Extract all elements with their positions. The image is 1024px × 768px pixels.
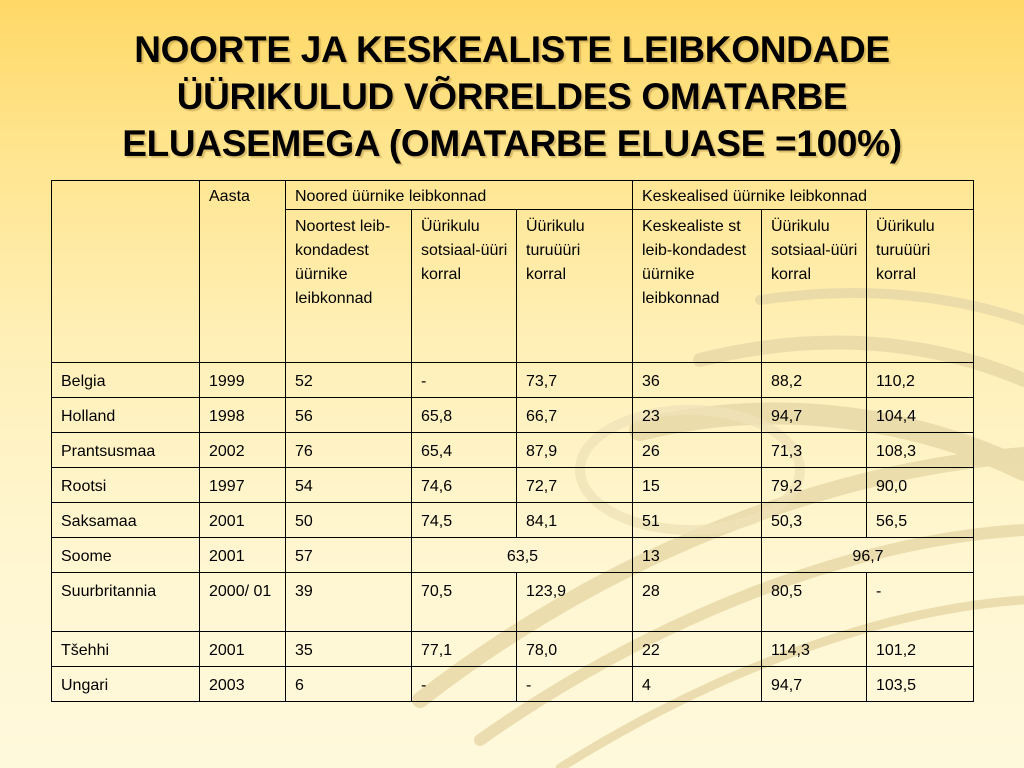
cell-young-social: 74,6 <box>412 468 517 503</box>
header-young-share: Noortest leib-kondadest üürnike leibkonnad <box>286 210 412 363</box>
cell-year: 2001 <box>200 538 286 573</box>
cell-year: 1999 <box>200 363 286 398</box>
cell-middle-share: 28 <box>633 573 762 632</box>
header-group-young: Noored üürnike leibkonnad <box>286 181 633 210</box>
cell-young-share: 50 <box>286 503 412 538</box>
cell-middle-share: 51 <box>633 503 762 538</box>
cell-year: 2002 <box>200 433 286 468</box>
cell-young-social: - <box>412 667 517 702</box>
cell-middle-market: - <box>867 573 974 632</box>
cell-young-share: 52 <box>286 363 412 398</box>
cell-middle-share: 4 <box>633 667 762 702</box>
cell-country: Rootsi <box>52 468 200 503</box>
table-row <box>52 433 974 468</box>
cell-young-market: 73,7 <box>517 363 633 398</box>
cell-year: 2001 <box>200 632 286 667</box>
cell-middle-market: 103,5 <box>867 667 974 702</box>
table-row <box>52 632 974 667</box>
cell-young-share: 39 <box>286 573 412 632</box>
cell-country: Prantsusmaa <box>52 433 200 468</box>
cell-young-market: 78,0 <box>517 632 633 667</box>
cell-middle-share: 22 <box>633 632 762 667</box>
title-line: NOORTE JA KESKEALISTE LEIBKONDADE <box>134 29 890 70</box>
header-group-middle: Keskealised üürnike leibkonnad <box>633 181 974 210</box>
cell-middle-social: 94,7 <box>762 667 867 702</box>
header-year: Aasta <box>200 181 286 363</box>
cell-middle-market: 56,5 <box>867 503 974 538</box>
header-middle-share: Keskealiste st leib-kondadest üürnike leibkonnad <box>633 210 762 363</box>
cell-year: 2001 <box>200 503 286 538</box>
table-row <box>52 468 974 503</box>
cell-young-share: 57 <box>286 538 412 573</box>
cell-year: 1997 <box>200 468 286 503</box>
cell-middle-social: 88,2 <box>762 363 867 398</box>
cell-young-social: 77,1 <box>412 632 517 667</box>
cell-middle-social: 80,5 <box>762 573 867 632</box>
cell-middle-share: 36 <box>633 363 762 398</box>
cell-middle-market: 110,2 <box>867 363 974 398</box>
rent-cost-table <box>51 180 974 702</box>
cell-young-social: 70,5 <box>412 573 517 632</box>
cell-young-social: 65,4 <box>412 433 517 468</box>
cell-country: Belgia <box>52 363 200 398</box>
cell-country: Tšehhi <box>52 632 200 667</box>
cell-middle-share: 15 <box>633 468 762 503</box>
cell-young-market: 84,1 <box>517 503 633 538</box>
cell-young-market: 66,7 <box>517 398 633 433</box>
cell-young-market: - <box>517 667 633 702</box>
cell-middle-market: 101,2 <box>867 632 974 667</box>
title-line: ÜÜRIKULUD VÕRRELDES OMATARBE <box>176 76 848 117</box>
table-row <box>52 667 974 702</box>
cell-year: 1998 <box>200 398 286 433</box>
cell-year: 2003 <box>200 667 286 702</box>
table-row <box>52 503 974 538</box>
cell-country: Soome <box>52 538 200 573</box>
cell-middle-social: 114,3 <box>762 632 867 667</box>
cell-middle-market: 108,3 <box>867 433 974 468</box>
cell-country: Ungari <box>52 667 200 702</box>
header-young-social: Üürikulu sotsiaal-üüri korral <box>412 210 517 363</box>
table-row <box>52 538 974 573</box>
cell-country: Suurbritannia <box>52 573 200 632</box>
header-middle-social: Üürikulu sotsiaal-üüri korral <box>762 210 867 363</box>
cell-year: 2000/ 01 <box>200 573 286 632</box>
cell-middle-market: 90,0 <box>867 468 974 503</box>
cell-middle-social: 71,3 <box>762 433 867 468</box>
cell-country: Holland <box>52 398 200 433</box>
cell-middle-market: 104,4 <box>867 398 974 433</box>
cell-middle-share: 23 <box>633 398 762 433</box>
cell-middle-share: 26 <box>633 433 762 468</box>
cell-middle-social: 94,7 <box>762 398 867 433</box>
slide-title <box>40 26 984 167</box>
table-row <box>52 573 974 632</box>
cell-young-social: 74,5 <box>412 503 517 538</box>
cell-middle-social: 50,3 <box>762 503 867 538</box>
header-middle-market: Üürikulu turuüüri korral <box>867 210 974 363</box>
table-row <box>52 363 974 398</box>
cell-young-share: 54 <box>286 468 412 503</box>
cell-young-social: 65,8 <box>412 398 517 433</box>
cell-young-share: 76 <box>286 433 412 468</box>
cell-young-social: - <box>412 363 517 398</box>
cell-young-market: 87,9 <box>517 433 633 468</box>
cell-young-market: 123,9 <box>517 573 633 632</box>
cell-middle-social: 79,2 <box>762 468 867 503</box>
cell-young-share: 35 <box>286 632 412 667</box>
cell-country: Saksamaa <box>52 503 200 538</box>
table-row <box>52 398 974 433</box>
cell-young-share: 6 <box>286 667 412 702</box>
cell-middle-share: 13 <box>633 538 762 573</box>
cell-young-share: 56 <box>286 398 412 433</box>
header-young-market: Üürikulu turuüüri korral <box>517 210 633 363</box>
cell-young-combined: 63,5 <box>412 538 633 573</box>
header-row-groups <box>52 181 974 210</box>
title-line: ELUASEMEGA (OMATARBE ELUASE =100%) <box>122 123 902 164</box>
cell-middle-combined: 96,7 <box>762 538 974 573</box>
cell-young-market: 72,7 <box>517 468 633 503</box>
header-corner-cell <box>52 181 200 363</box>
